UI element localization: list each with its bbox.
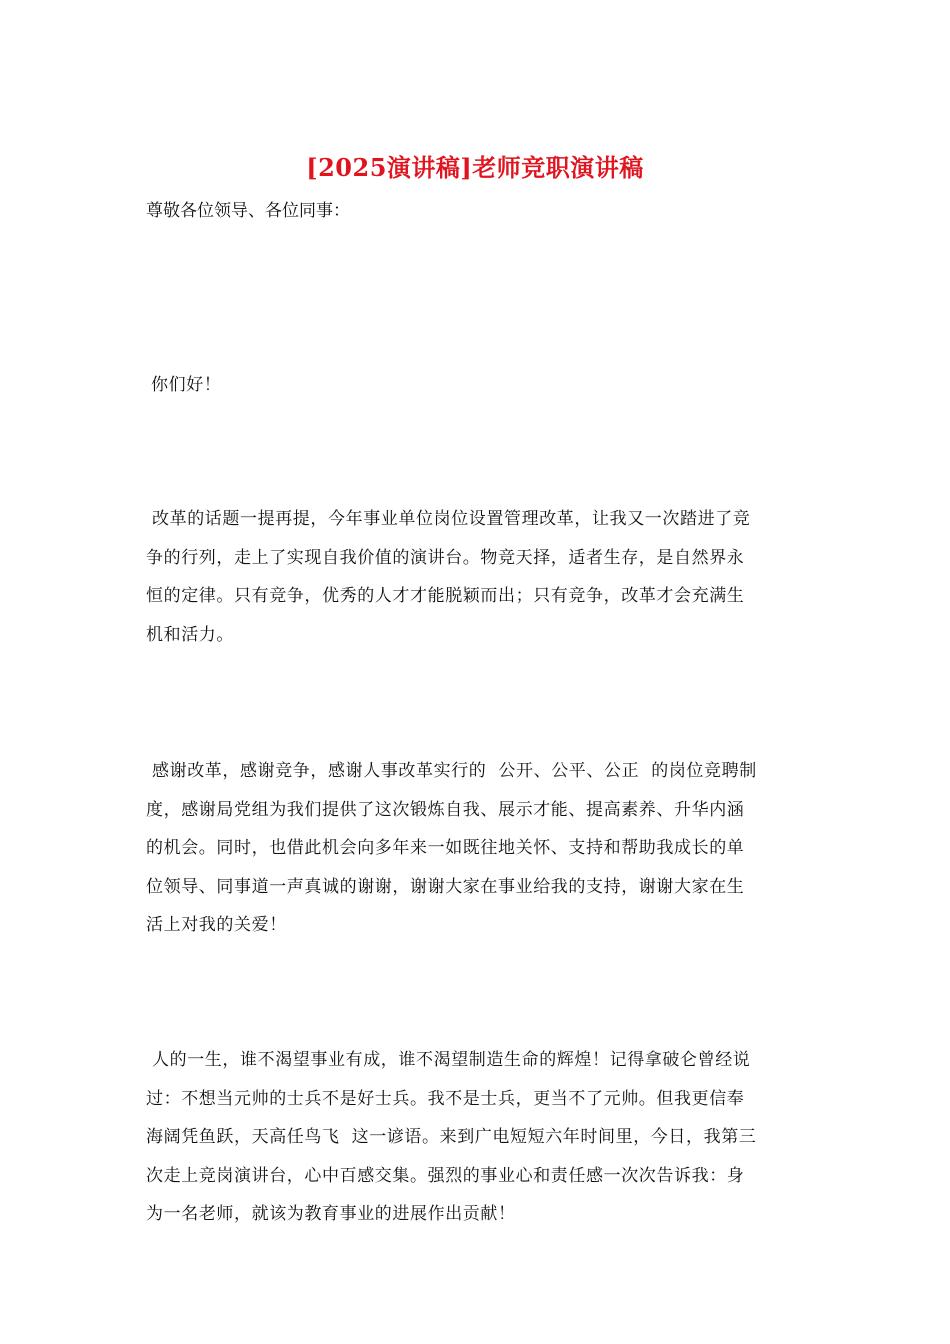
paragraph-line: 位领导、同事道一声真诚的谢谢，谢谢大家在事业给我的支持，谢谢大家在生 [146,876,745,897]
paragraph-line: 机和活力。 [146,624,234,645]
greeting-text: 你们好！ [151,375,222,395]
paragraph-line: 的机会。同时，也借此机会向多年来一如既往地关怀、支持和帮助我成长的单 [146,838,745,858]
paragraph-line: 过：不想当元帅的士兵不是好士兵。我不是士兵，更当不了元帅。但我更信奉 [146,1088,745,1109]
paragraph-1 [146,500,810,654]
paragraph-line: 为一名老师，就该为教育事业的进展作出贡献！ [146,1204,516,1224]
paragraph-line: 恒的定律。只有竞争，优秀的人才才能脱颖而出；只有竞争，改革才会充满生 [146,586,745,606]
paragraph-line: 次走上竞岗演讲台，心中百感交集。强烈的事业心和责任感一次次告诉我：身 [146,1165,745,1186]
paragraph-2 [146,752,810,945]
paragraph-line: 人的一生，谁不渴望事业有成，谁不渴望制造生命的辉煌！记得拿破仑曾经说 [152,1050,751,1070]
paragraph-line: 海阔凭鱼跃，天高任鸟飞 这一谚语。来到广电短短六年时间里，今日，我第三 [146,1127,757,1147]
salutation: 尊敬各位领导、各位同事： [146,201,350,221]
paragraph-line: 争的行列，走上了实现自我价值的演讲台。物竞天择，适者生存，是自然界永 [146,547,745,568]
paragraph-line: 感谢改革，感谢竞争，感谢人事改革实行的 公开、公平、公正 的岗位竞聘制 [152,761,757,781]
paragraph-line: 改革的话题一提再提，今年事业单位岗位设置管理改革，让我又一次踏进了竞 [152,509,751,529]
document-title: [2025演讲稿]老师竞职演讲稿 [306,153,644,182]
paragraph-line: 活上对我的关爱！ [146,915,287,935]
paragraph-line: 度，感谢局党组为我们提供了这次锻炼自我、展示才能、提高素养、升华内涵 [146,799,745,820]
paragraph-3 [146,1041,810,1234]
greeting [146,366,810,405]
